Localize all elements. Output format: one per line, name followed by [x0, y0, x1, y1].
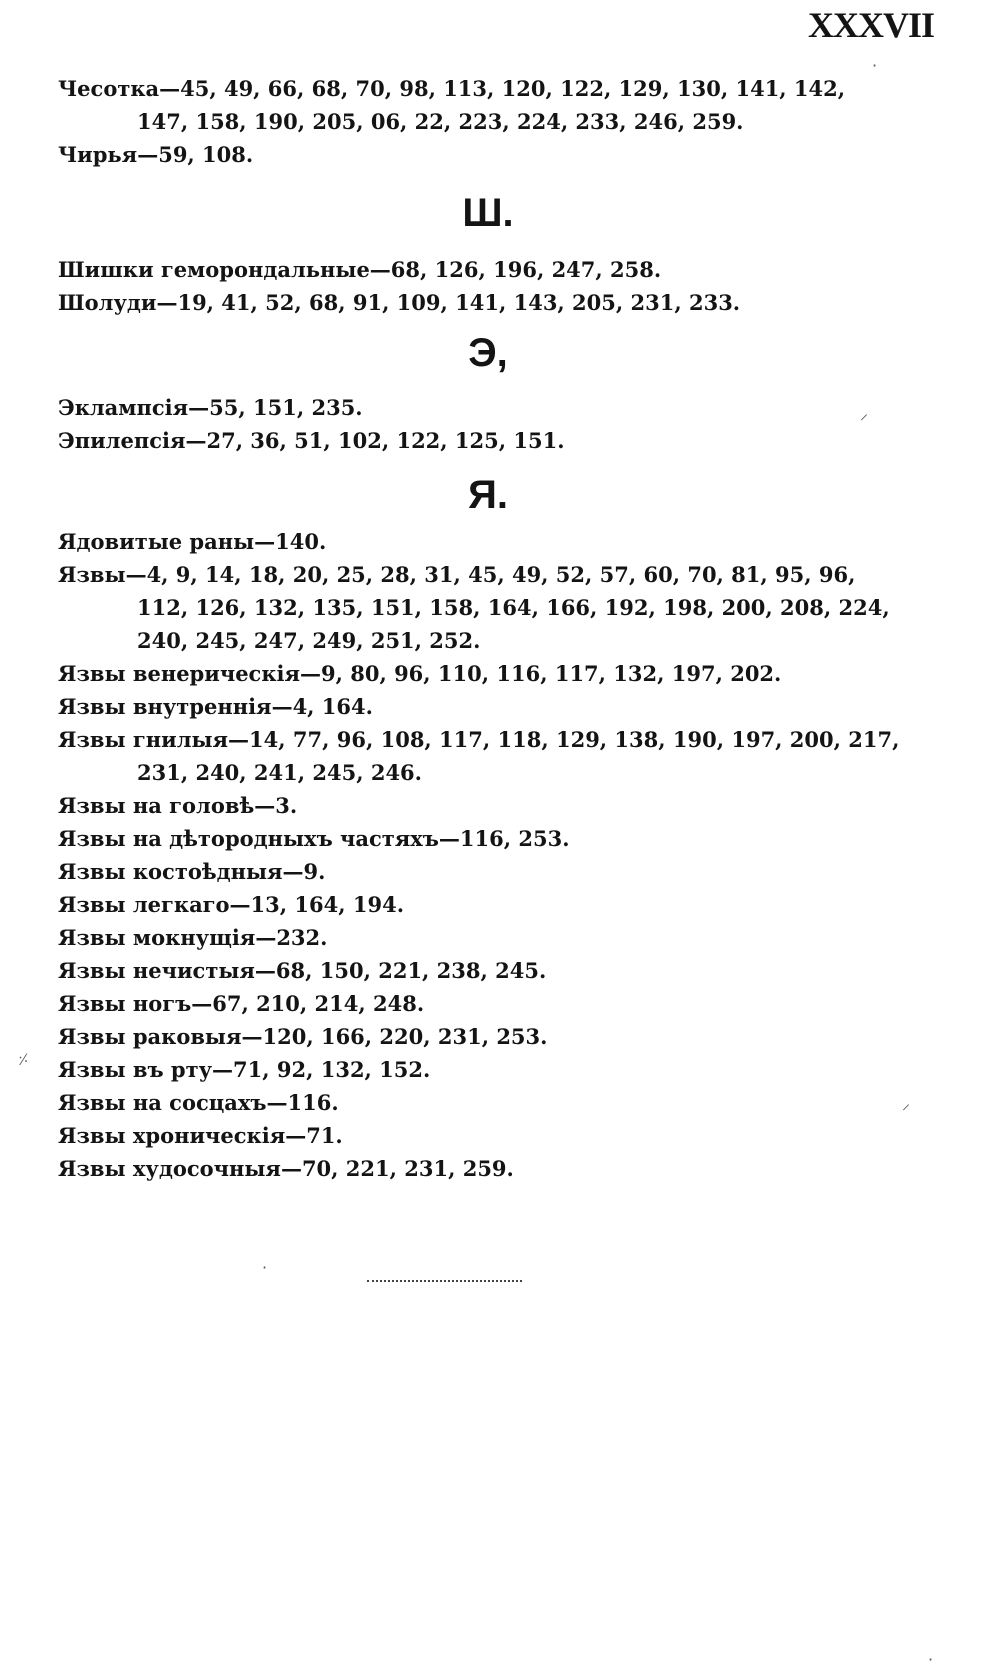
section-e [58, 391, 938, 457]
section-sha [58, 253, 938, 319]
index-entry: Язвы раковыя—120, 166, 220, 231, 253. [58, 1024, 548, 1049]
entry-continuation: 240, 245, 247, 249, 251, 252. [137, 628, 481, 653]
scan-speck: · [872, 56, 878, 75]
entry-continuation: 147, 158, 190, 205, 06, 22, 223, 224, 233, 246, 259. [137, 109, 744, 134]
entry-continuation: 112, 126, 132, 135, 151, 158, 164, 166, 192, 198, 200, 208, 224, [137, 595, 890, 620]
index-entry: Язвы венерическія—9, 80, 96, 110, 116, 117, 132, 197, 202. [58, 661, 782, 686]
index-entry: Язвы на головѣ—3. [58, 793, 298, 818]
index-entry [58, 72, 938, 138]
index-entry: Язвы на сосцахъ—116. [58, 1090, 339, 1115]
index-entry: Эпилепсія—27, 36, 51, 102, 122, 125, 151. [58, 428, 565, 453]
section-heading-sha: Ш. [462, 191, 514, 235]
scan-speck: ⸝ [902, 1094, 911, 1113]
index-entry: Язвы внутреннія—4, 164. [58, 694, 373, 719]
index-page [58, 72, 938, 1185]
index-entry: Эклампсія—55, 151, 235. [58, 395, 363, 420]
index-entry: Язвы ногъ—67, 210, 214, 248. [58, 991, 425, 1016]
section-heading-e: Э, [468, 331, 508, 375]
index-entry: Язвы мокнущія—232. [58, 925, 328, 950]
end-divider [367, 1280, 522, 1282]
index-entry: Шолуди—19, 41, 52, 68, 91, 109, 141, 143, 205, 231, 233. [58, 290, 741, 315]
index-entry: Язвы нечистыя—68, 150, 221, 238, 245. [58, 958, 547, 983]
entry-text: Язвы гнилыя—14, 77, 96, 108, 117, 118, 129, 138, 190, 197, 200, 217, [58, 727, 900, 752]
index-entry: Язвы хроническія—71. [58, 1123, 343, 1148]
index-entry: Ядовитые раны—140. [58, 529, 327, 554]
index-entry: Язвы легкаго—13, 164, 194. [58, 892, 405, 917]
index-entry: Шишки геморондальные—68, 126, 196, 247, 258. [58, 257, 662, 282]
index-entry: Язвы костоѣдныя—9. [58, 859, 326, 884]
scan-speck: · [262, 1258, 268, 1277]
entry-text: Язвы—4, 9, 14, 18, 20, 25, 28, 31, 45, 49, 52, 57, 60, 70, 81, 95, 96, [58, 562, 856, 587]
index-entry: Язвы на дѣтородныхъ частяхъ—116, 253. [58, 826, 570, 851]
page-number: XXXVII [808, 5, 935, 45]
index-entry [58, 723, 938, 789]
scan-speck: · [928, 1650, 934, 1669]
index-entry: Язвы въ рту—71, 92, 132, 152. [58, 1057, 431, 1082]
section-heading-ya: Я. [468, 473, 508, 517]
index-entry [58, 558, 938, 657]
scan-speck: ⸓ [18, 1050, 29, 1069]
index-entry: Чирья—59, 108. [58, 142, 254, 167]
section-che [58, 72, 938, 171]
scan-speck: ⸝ [860, 404, 869, 423]
index-entry: Язвы худосочныя—70, 221, 231, 259. [58, 1156, 514, 1181]
entry-text: Чесотка—45, 49, 66, 68, 70, 98, 113, 120, 122, 129, 130, 141, 142, [58, 76, 846, 101]
section-ya [58, 525, 938, 1185]
entry-continuation: 231, 240, 241, 245, 246. [137, 760, 422, 785]
